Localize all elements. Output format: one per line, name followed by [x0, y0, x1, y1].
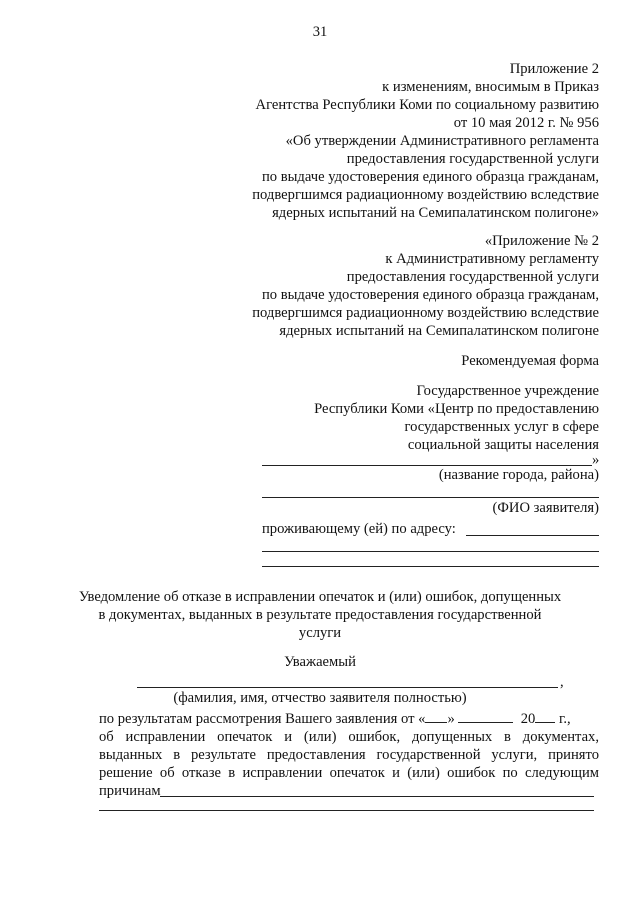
body-line-5 — [99, 782, 161, 800]
notice-title-line: услуги — [298, 625, 342, 641]
appendix-header-line: предоставления государственной услуги — [346, 151, 599, 167]
body-line-1-quote: » — [447, 711, 455, 727]
body-line-1-prefix: по результатам рассмотрения Вашего заявления от « — [99, 711, 426, 727]
appendix-inner-line: «Приложение № 2 — [484, 233, 599, 249]
fio-hint: (ФИО заявителя) — [492, 500, 599, 516]
salutation-comma: , — [560, 674, 564, 690]
address-blank-line — [262, 551, 599, 552]
appendix-inner-line: ядерных испытаний на Семипалатинском полигоне — [279, 323, 599, 339]
salutation: Уважаемый — [284, 654, 356, 670]
city-hint: (название города, района) — [438, 467, 599, 483]
body-paragraph — [99, 728, 599, 782]
addressee-close-quote: » — [592, 452, 600, 468]
reasons-blank-line — [160, 796, 594, 797]
address-blank-line — [466, 535, 599, 536]
addressee-line: Государственное учреждение — [416, 383, 599, 399]
appendix-inner-line: к Административному регламенту — [385, 251, 599, 267]
appendix-header-line: от 10 мая 2012 г. № 956 — [453, 115, 599, 131]
fio-blank-line — [262, 497, 599, 498]
body-line-5-prefix: причинам — [99, 783, 161, 799]
page-number: 31 — [312, 24, 328, 40]
residing-label: проживающему (ей) по адресу: — [262, 521, 456, 537]
month-blank — [458, 710, 513, 723]
appendix-inner-line: по выдаче удостоверения единого образца гражданам, — [261, 287, 599, 303]
appendix-header-line: «Об утверждении Административного регламента — [285, 133, 599, 149]
addressee-line: социальной защиты населения — [407, 437, 599, 453]
body-line-1-year: 20 — [520, 711, 536, 727]
appendix-inner-line: предоставления государственной услуги — [346, 269, 599, 285]
appendix-header-line: Агентства Республики Коми по социальному развитию — [255, 97, 599, 113]
notice-title-line: в документах, выданных в результате предоставления государственной — [98, 607, 542, 623]
appendix-header-line: ядерных испытаний на Семипалатинском полигоне» — [272, 205, 599, 221]
appendix-header-line: Приложение 2 — [509, 61, 599, 77]
body-line-2: об исправлении опечаток и (или) ошибок, допущенных в документах, — [99, 729, 599, 745]
body-line-4: решение об отказе в исправлении опечаток и (или) ошибок по следующим — [99, 765, 599, 781]
reasons-blank-line — [99, 810, 594, 811]
appendix-header-line: к изменениям, вносимым в Приказ — [382, 79, 599, 95]
appendix-header-line: по выдаче удостоверения единого образца гражданам, — [261, 169, 599, 185]
applicant-hint: (фамилия, имя, отчество заявителя полностью) — [173, 690, 467, 706]
addressee-line: Республики Коми «Центр по предоставлению — [314, 401, 599, 417]
address-blank-line — [262, 566, 599, 567]
appendix-inner-line: подвергшимся радиационному воздействию вследствие — [252, 305, 599, 321]
year-blank — [535, 710, 555, 723]
body-line-1-suffix: г., — [555, 711, 571, 727]
body-line-1 — [99, 710, 571, 728]
body-line-3: выданных в результате предоставления государственной услуги, принято — [99, 747, 599, 763]
applicant-name-blank-line — [137, 687, 558, 688]
notice-title-line: Уведомление об отказе в исправлении опечаток и (или) ошибок, допущенных — [78, 589, 562, 605]
day-blank — [425, 710, 447, 723]
appendix-header-line: подвергшимся радиационному воздействию вследствие — [252, 187, 599, 203]
recommended-form-label: Рекомендуемая форма — [461, 353, 599, 369]
addressee-line: государственных услуг в сфере — [404, 419, 599, 435]
